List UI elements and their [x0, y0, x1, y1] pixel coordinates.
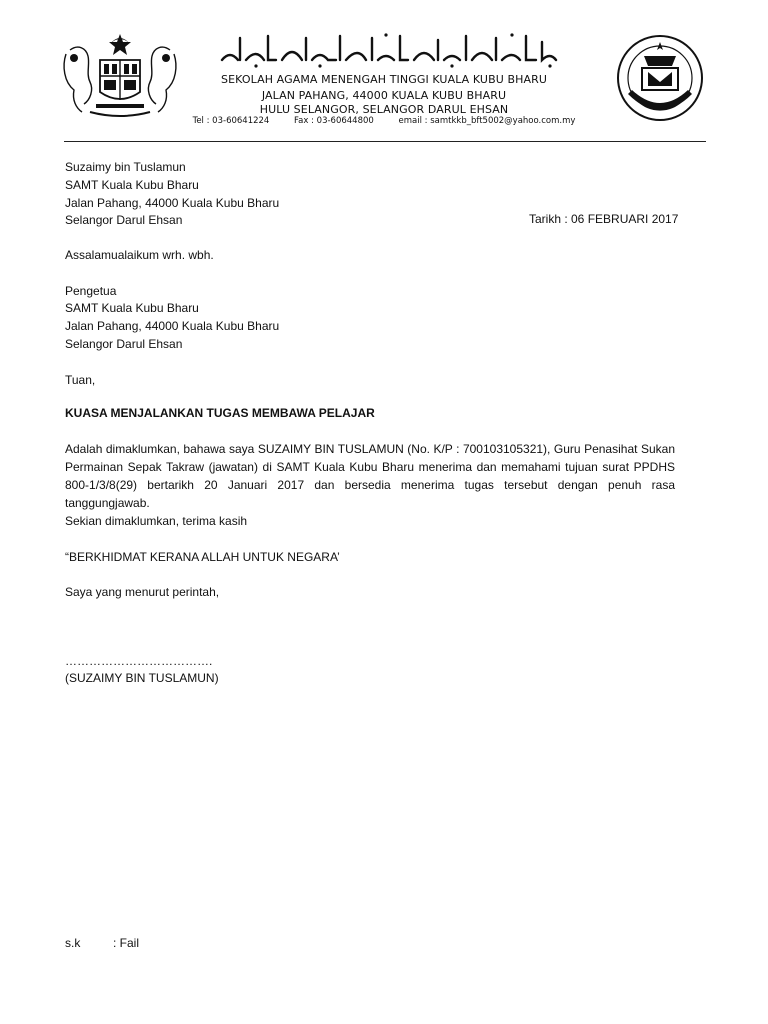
- body-paragraph: Adalah dimaklumkan, bahawa saya SUZAIMY BIN TUSLAMUN (No. K/P : 700103105321), Guru Penasihat Sukan Permainan Sepak Takraw (jawatan) di SAMT Kuala Kubu Bharu menerima dan memahami tujuan surat PPDHS 800-1/3/8(29) bertarikh 20 Januari 2017 dan bersedia menerima tugas tersebut dengan penuh rasa tanggungjawab.: [65, 442, 675, 510]
- sender-org: SAMT Kuala Kubu Bharu: [65, 178, 199, 192]
- header-divider: [64, 141, 706, 142]
- signatory-name: (SUZAIMY BIN TUSLAMUN): [65, 671, 219, 685]
- arabic-calligraphy-title: [216, 30, 562, 70]
- recipient-state: Selangor Darul Ehsan: [65, 337, 183, 351]
- motto: “BERKHIDMAT KERANA ALLAH UNTUK NEGARA’: [65, 550, 340, 564]
- greeting: Assalamualaikum wrh. wbh.: [65, 248, 214, 262]
- letter-date: Tarikh : 06 FEBRUARI 2017: [529, 212, 679, 226]
- sender-name: Suzaimy bin Tuslamun: [65, 160, 186, 174]
- letter-subject: KUASA MENJALANKAN TUGAS MEMBAWA PELAJAR: [65, 406, 375, 420]
- closing-line: Sekian dimaklumkan, terima kasih: [65, 514, 248, 528]
- carbon-copy: [65, 936, 140, 950]
- school-district: HULU SELANGOR, SELANGOR DARUL EHSAN: [259, 103, 509, 116]
- phone-number: Tel : 03-60641224: [192, 116, 270, 126]
- recipient-title: Pengetua: [65, 284, 117, 298]
- sender-street: Jalan Pahang, 44000 Kuala Kubu Bharu: [65, 196, 280, 210]
- signature-line: ……………………………….: [65, 654, 213, 668]
- signoff: Saya yang menurut perintah,: [65, 585, 220, 599]
- letterhead: [0, 0, 768, 150]
- school-crest-icon: [614, 32, 706, 128]
- school-name: SEKOLAH AGAMA MENENGAH TINGGI KUALA KUBU BHARU: [220, 73, 547, 86]
- cc-label: s.k: [65, 936, 81, 950]
- cc-value: : Fail: [113, 936, 140, 950]
- school-address: JALAN PAHANG, 44000 KUALA KUBU BHARU: [261, 89, 507, 102]
- sender-state: Selangor Darul Ehsan: [65, 213, 183, 227]
- fax-number: Fax : 03-60644800: [294, 116, 374, 126]
- email-address: email : samtkkb_bft5002@yahoo.com.my: [398, 116, 576, 126]
- recipient-street: Jalan Pahang, 44000 Kuala Kubu Bharu: [65, 319, 280, 333]
- salutation: Tuan,: [65, 373, 96, 387]
- recipient-org: SAMT Kuala Kubu Bharu: [65, 301, 199, 315]
